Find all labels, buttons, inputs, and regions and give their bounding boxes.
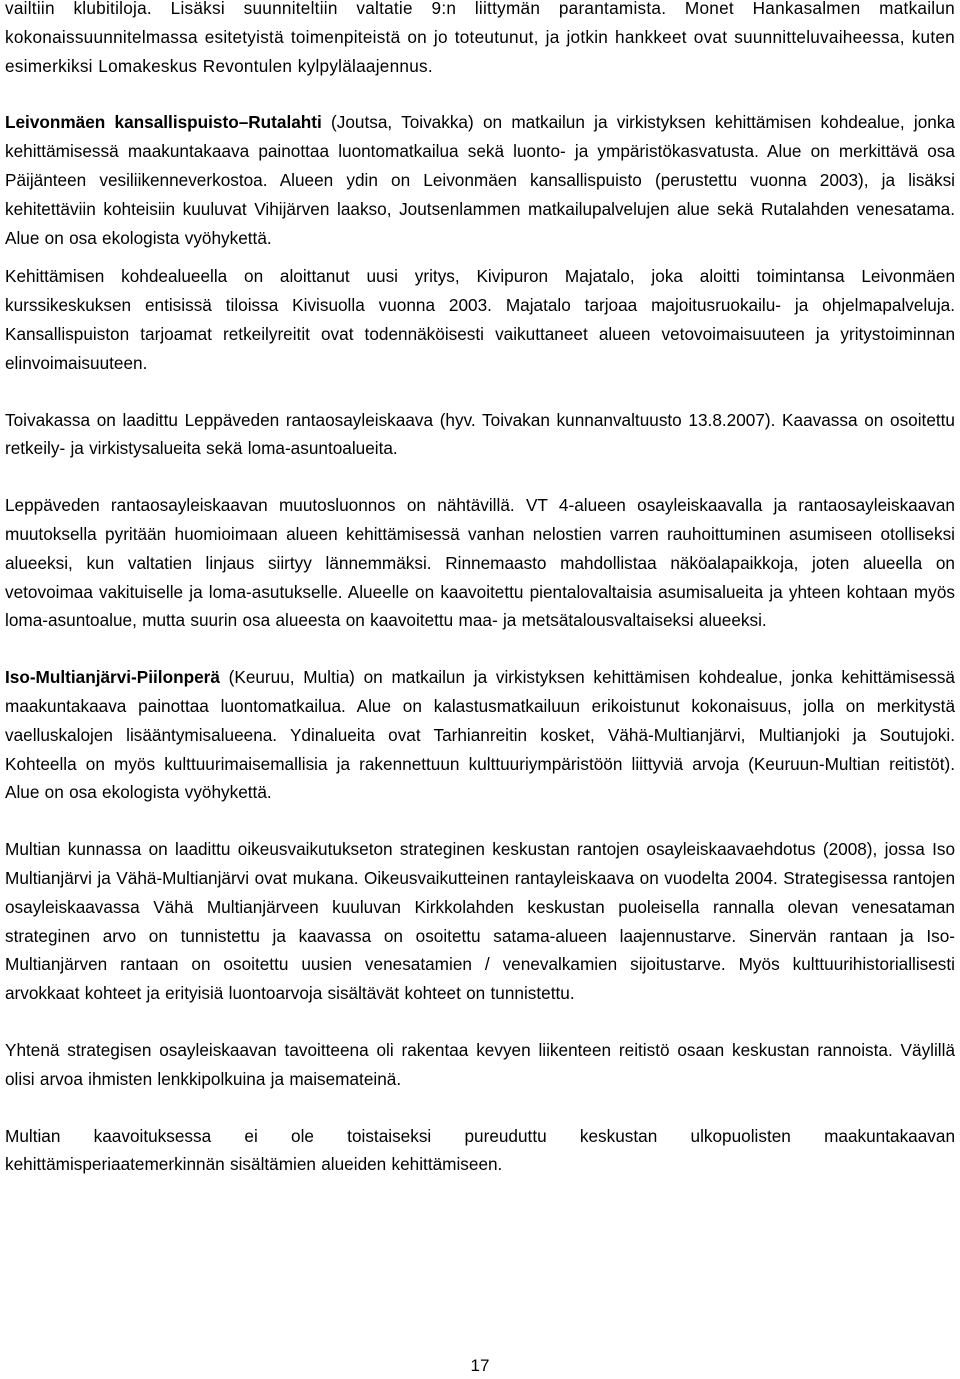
leivonmaki-paragraph [5, 108, 955, 252]
multianjarvi-text: (Keuruu, Multia) on matkailun ja virkistyksen kehittämisen kohdealue, jonka kehittämisessä maakuntakaava painottaa luontomatkailua. Alue on kalastusmatkailuun erikoistunut kokonaisuus, jolla on merkitystä vaelluskalojen lisääntymisalueena. Ydinalueita ovat Tarhianreitin kosket, Vähä-Multianjärvi, Multianjoki ja Soutujoki. Kohteella on myös kulttuurimaisemallisia ja rakennettuun kulttuuriympäristöön liittyviä arvoja (Keuruun-Multian reitistöt). Alue on osa ekologista vyöhykettä. [5, 667, 955, 803]
document-page [5, 0, 955, 1179]
kehittaminen-paragraph: Kehittämisen kohdealueella on aloittanut uusi yritys, Kivipuron Majatalo, joka aloitti toimintansa Leivonmäen kurssikeskuksen entisissä tiloissa Kivisuolla vuonna 2003. Majatalo tarjoaa majoitusruokailu- ja ohjelmapalveluja. Kansallispuiston tarjoamat retkeilyreitit ovat todennäköisesti vaikuttaneet alueen vetovoimaisuuteen ja yritystoiminnan elinvoimaisuuteen. [5, 266, 955, 373]
multia-kunta-paragraph: Multian kunnassa on laadittu oikeusvaikutukseton strateginen keskustan rantojen osayleiskaavaehdotus (2008), jossa Iso Multianjärvi ja Vähä-Multianjärvi ovat mukana. Oikeusvaikutteinen rantayleiskaava on vuodelta 2004. Strategisessa rantojen osayleiskaavassa Vähä Multianjärveen kuuluvan Kirkkolahden keskustan puoleisella rannalla olevan venesataman strateginen arvo on tunnistettu ja kaavassa on osoitettu satama-alueen laajennustarve. Sinervän rantaan ja Iso-Multianjärven rantaan on osoitettu uusien venesatamien / venevalkamien sijoitustarve. Myös kulttuurihistoriallisesti arvokkaat kohteet ja erityisiä luontoarvoja sisältävät kohteet on tunnistettu. [5, 839, 955, 1004]
leppavesi-paragraph: Leppäveden rantaosayleiskaavan muutosluonnos on nähtävillä. VT 4-alueen osayleiskaavalla ja rantaosayleiskaavan muutoksella pyritään huomioimaan alueen kehittämisessä vanhan nelostien varren rauhoittuminen asumiseen otolliseksi alueeksi, kun valtatien linjaus siirtyy lännemmäksi. Rinnemaasto mahdollistaa näköalapaikkoja, joten alueella on vetovoimaa vakituiselle ja loma-asutukselle. Alueelle on kaavoitettu pientalovaltaisia asumisalueita ja yhteen kohtaan myös loma-asuntoalue, mutta suurin osa alueesta on kaavoitettu maa- ja metsätalousvaltaiseksi alueeksi. [5, 495, 955, 631]
leivonmaki-text: (Joutsa, Toivakka) on matkailun ja virkistyksen kehittämisen kohdealue, jonka kehittämisessä maakuntakaava painottaa luontomatkailua sekä luonto- ja ympäristökasvatusta. Alue on merkittävä osa Päijänteen vesiliikenneverkostoa. Alueen ydin on Leivonmäen kansallispuisto (perustettu vuonna 2003), ja lisäksi kehitettäviin kohteisiin kuuluvat Vihijärven laakso, Joutsenlammen matkailupalvelujen alue sekä Rutalahden venesatama. Alue on osa ekologista vyöhykettä. [5, 112, 955, 248]
multianjarvi-paragraph [5, 663, 955, 807]
multianjarvi-heading: Iso-Multianjärvi-Piilonperä [5, 667, 220, 688]
toivakka-paragraph: Toivakassa on laadittu Leppäveden rantaosayleiskaava (hyv. Toivakan kunnanvaltuusto 13.8.2007). Kaavassa on osoitettu retkeily- ja virkistysalueita sekä loma-asuntoalueita. [5, 409, 955, 459]
leivonmaki-heading: Leivonmäen kansallispuisto–Rutalahti [5, 112, 322, 133]
tavoite-paragraph: Yhtenä strategisen osayleiskaavan tavoitteena oli rakentaa kevyen liikenteen reitistö osaan keskustan rannoista. Väylillä olisi arvoa ihmisten lenkkipolkuina ja maisemateinä. [5, 1039, 955, 1089]
page-number: 17 [470, 1356, 490, 1375]
kaavoitus-paragraph: Multian kaavoituksessa ei ole toistaiseksi pureuduttu keskustan ulkopuolisten maakuntakaavan kehittämisperiaatemerkinnän sisältämien alueiden kehittämiseen. [5, 1125, 955, 1175]
intro-paragraph: vailtiin klubitiloja. Lisäksi suunniteltiin valtatie 9:n liittymän parantamista. Monet Hankasalmen matkailun kokonaissuunnitelmassa esitetyistä toimenpiteistä on jo toteutunut, ja jotkin hankkeet ovat suunnitteluvaiheessa, kuten esimerkiksi Lomakeskus Revontulen kylpylälaajennus. [5, 0, 955, 76]
